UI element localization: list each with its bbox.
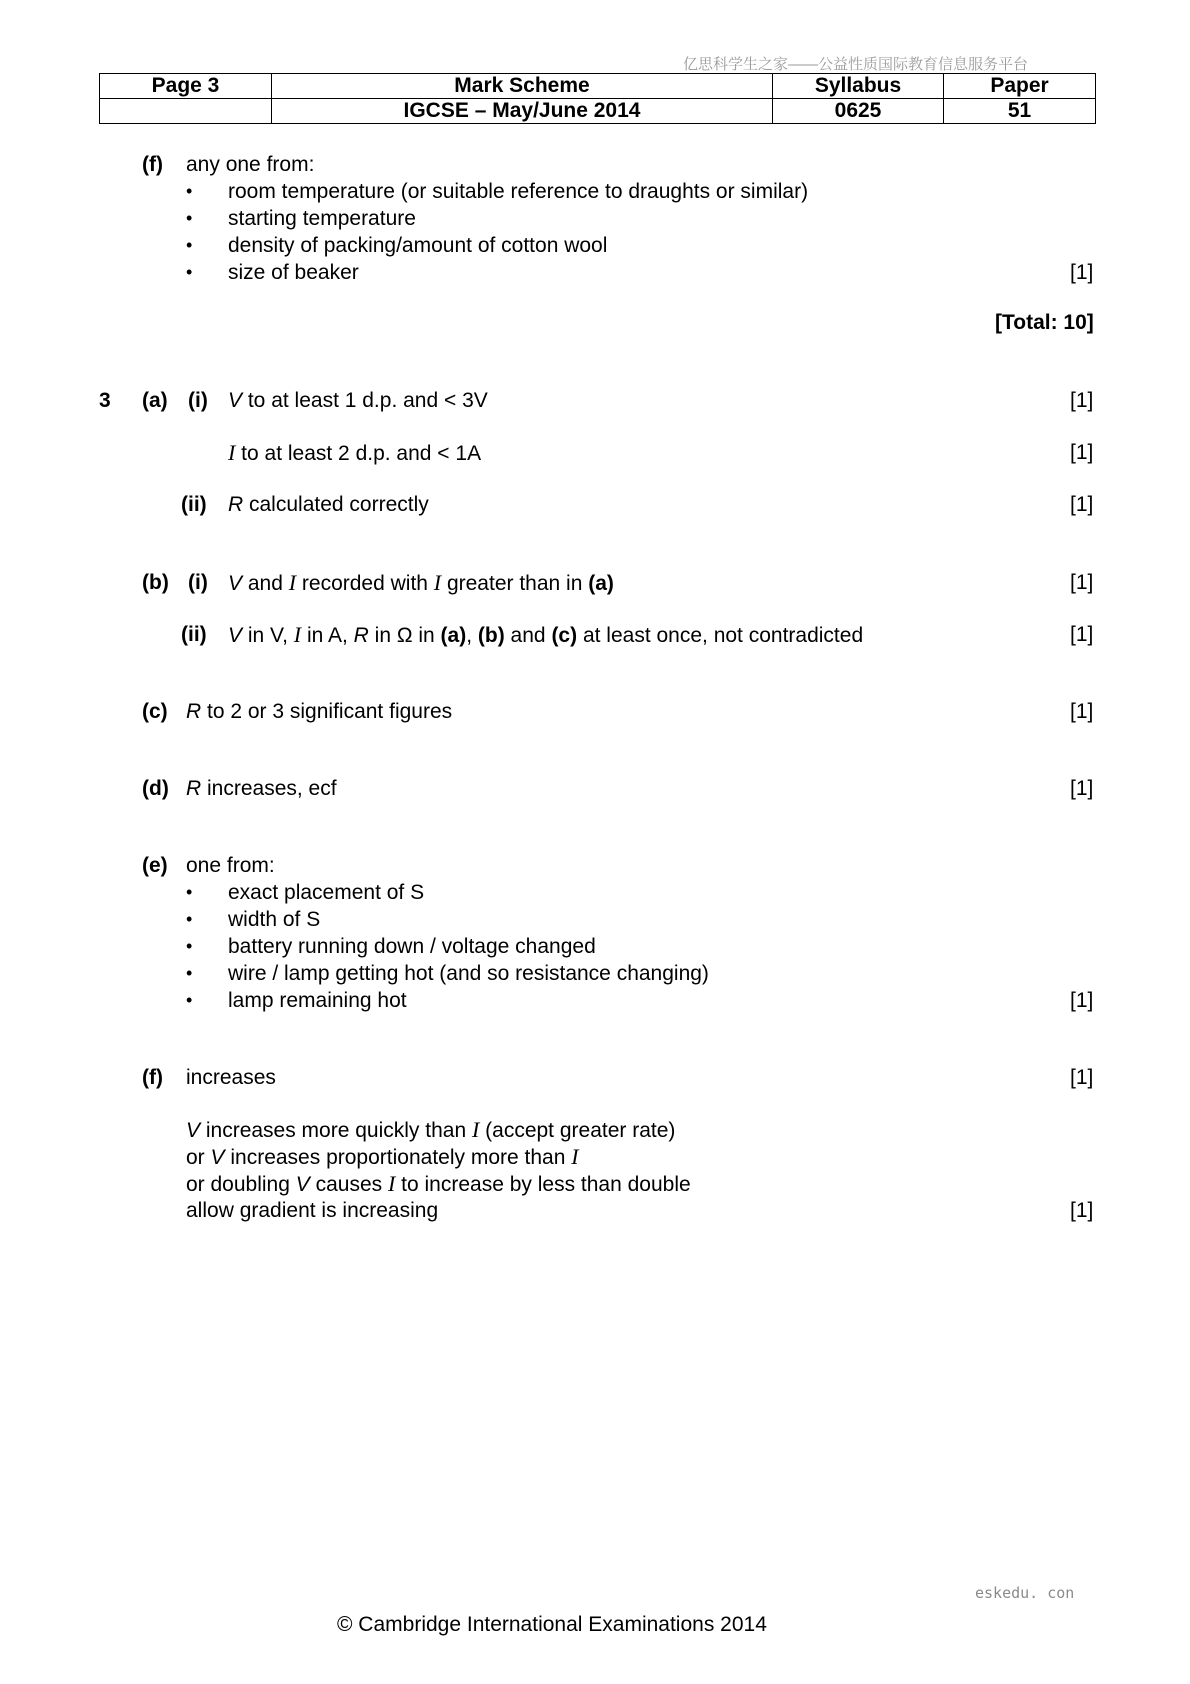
bullet-icon: •: [186, 963, 193, 983]
q3a-i-label: (i): [188, 389, 208, 412]
q3a-i-line2: [228, 442, 481, 464]
q3d-text: R increases, ecf: [186, 777, 337, 800]
q3e-bullet-2: width of S: [228, 908, 321, 931]
header-paper-label: Paper: [944, 74, 1096, 99]
q3e-bullet-1: exact placement of S: [228, 881, 425, 904]
var-v: V: [228, 389, 243, 412]
q3e-label: (e): [142, 854, 168, 877]
q3b-ii-label: (ii): [181, 623, 207, 646]
q2f-mark: [1]: [1070, 261, 1094, 284]
q3e-bullet-4: wire / lamp getting hot (and so resistance changing): [228, 962, 709, 985]
q3a-label: (a): [142, 389, 168, 412]
q3f-explain-2: or V increases proportionately more than I: [186, 1144, 579, 1169]
total-marks: [Total: 10]: [995, 311, 1094, 334]
header-syllabus-code: 0625: [773, 99, 944, 124]
q3e-intro: one from:: [186, 854, 275, 877]
q2f-bullet-3: density of packing/amount of cotton wool: [228, 234, 608, 257]
q3f-label: (f): [142, 1066, 163, 1089]
q3c-label: (c): [142, 700, 168, 723]
header-page: Page 3: [100, 74, 272, 99]
q3c-mark: [1]: [1070, 700, 1094, 723]
header-empty-cell: [100, 99, 272, 124]
q3a-i-line2-text: to at least 2 d.p. and < 1A: [235, 442, 482, 465]
watermark-text: 亿思科学生之家——公益性质国际教育信息服务平台: [683, 56, 1029, 73]
site-watermark: eskedu. con: [975, 1584, 1075, 1602]
q3b-ii-mark: [1]: [1070, 623, 1094, 646]
q3f-mark1: [1]: [1070, 1066, 1094, 1089]
q2f-intro: any one from:: [186, 153, 315, 176]
bullet-icon: •: [186, 909, 193, 929]
bullet-icon: •: [186, 181, 193, 201]
header-title: Mark Scheme: [272, 74, 773, 99]
q3a-i-line1: [228, 390, 488, 411]
bullet-icon: •: [186, 208, 193, 228]
q2f-label: (f): [142, 153, 163, 176]
header-syllabus-label: Syllabus: [773, 74, 944, 99]
q3f-mark2: [1]: [1070, 1199, 1094, 1222]
q3b-i-mark: [1]: [1070, 571, 1094, 594]
q3a-ii-label: (ii): [181, 493, 207, 516]
q2f-bullet-1: room temperature (or suitable reference to draughts or similar): [228, 180, 809, 203]
q3c-text: R to 2 or 3 significant figures: [186, 700, 453, 723]
bullet-icon: •: [186, 882, 193, 902]
q3a-ii-mark: [1]: [1070, 493, 1094, 516]
header-table: [99, 73, 1096, 124]
q3f-line1: increases: [186, 1066, 276, 1089]
q2f-bullet-2: starting temperature: [228, 207, 416, 230]
q3b-label: (b): [142, 571, 169, 594]
bullet-icon: •: [186, 262, 193, 282]
q3b-ii-text: V in V, I in A, R in Ω in (a), (b) and (c) at least once, not contradicted: [228, 622, 864, 647]
q3e-bullet-5: lamp remaining hot: [228, 989, 407, 1012]
header-exam: IGCSE – May/June 2014: [272, 99, 773, 124]
bullet-icon: •: [186, 235, 193, 255]
q3a-ii-text: R calculated correctly: [228, 493, 429, 516]
q3d-label: (d): [142, 777, 169, 800]
q3a-i-line2-mark: [1]: [1070, 441, 1094, 464]
q3b-i-label: (i): [188, 571, 208, 594]
q3d-mark: [1]: [1070, 777, 1094, 800]
q3e-mark: [1]: [1070, 989, 1094, 1012]
q3f-explain-3: or doubling V causes I to increase by less than double: [186, 1171, 691, 1196]
copyright: © Cambridge International Examinations 2014: [337, 1613, 767, 1636]
q3a-i-line1-text: to at least 1 d.p. and < 3V: [242, 389, 488, 412]
q2f-bullet-4: size of beaker: [228, 261, 359, 284]
header-paper-number: 51: [944, 99, 1096, 124]
q3f-explain-1: V increases more quickly than I (accept greater rate): [186, 1117, 676, 1142]
q3e-bullet-3: battery running down / voltage changed: [228, 935, 596, 958]
q3f-explain-4: allow gradient is increasing: [186, 1199, 439, 1222]
q3a-i-line1-mark: [1]: [1070, 389, 1094, 412]
var-r: R: [228, 493, 244, 516]
var-i: I: [228, 440, 236, 465]
bullet-icon: •: [186, 936, 193, 956]
q3b-i-text: V and I recorded with I greater than in (a): [228, 570, 614, 595]
q3-number: 3: [99, 389, 111, 412]
bullet-icon: •: [186, 990, 193, 1010]
